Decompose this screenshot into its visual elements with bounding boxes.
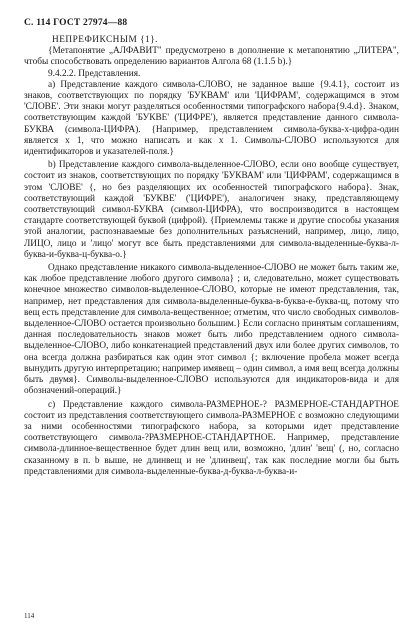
section-title: 9.4.2.2. Представления. [48,68,141,79]
paragraph-c: с) Представление каждого символа-РАЗМЕРНОЕ-? РАЗМЕРНОЕ-СТАНДАРТНОЕ состоит из представления соответствующего символа-РАЗМЕРНОЕ с возможно следующими за ними особенностями типографского набора, за которыми идет представление соответствующего символа-?РАЗМЕРНОЕ-СТАНДАРТНОЕ. Например, представление символа-длинное-вещественное будет длин вещ или, возможно, 'длин' 'вещ' (, но, согласно сказанному в п. b выше, не длинвещ и не 'длинвещ', так как последние могли бы быть представлениями для символа-выделенные-буква-д-буква-л-буква-и- [24,399,399,477]
paragraph-b: b) Представление каждого символа-выделенное-СЛОВО, если оно вообще существует, состоит из знаков, соответствующих по порядку 'БУКВАМ' или 'ЦИФРАМ', содержащимся в этом 'СЛОВЕ' {, но без разделяющих их особенностей типографского набора}. Знак, соответствующий каждой 'БУКВЕ' ('ЦИФРЕ'), аналогичен знаку, представляющему соответствующий символ-БУКВА (символ-ЦИФРА), что воспроизводится в настоящем стандарте соответствующей буквой (цифрой). {Приемлемы также и другие способы указания этой аналогии, распознаваемые без дополнительных разъяснений, например, лицо, лицо, ЛИЦО, лицо и 'лицо' могут все быть представлениями для символа-выделенные-буква-л-буква-и-буква-ц-буква-о.} [24,160,399,260]
heading-line: НЕПРЕФИКСНЫМ {1}. [52,35,158,45]
page-body [24,35,399,478]
page-number: 114 [24,612,35,620]
page-header: С. 114 ГОСТ 27974—88 [24,18,128,28]
paragraph-b-continuation: Однако представление никакого символа-выделенное-СЛОВО не может быть таким же, как любое представление любого другого символа} ; и, следовательно, может существовать конечное множество символов-выделенное-СЛОВО, которые не имеют представления, так, например, нет представления для символа-выделенные-буква-в-буква-е-буква-щ, потому что вещ есть представление для символа-вещественное; отметим, что число свободных символов-выделенное-СЛОВО остается произвольно большим.} Если согласно принятым соглашениям, данная последовательность знаков может быть либо представлением одного символа-выделенное-СЛОВО, либо конкатенацией представлений двух или более других символов, то она всегда должна разбираться как один этот символ {; включение пробела может всегда вынудить другую интерпретацию; например имявещ – один символ, а имя вещ всегда должны быть двумя}. Символы-выделенное-СЛОВО используются для индикаторов-вида и для обозначений-операций.} [24,263,399,397]
note-paragraph: {Метапонятие „АЛФАВИТ" предусмотрено в дополнение к метапонятию „ЛИТЕРА", чтобы способствовать определению вариантов Алгола 68 (1.1.5 b).} [24,46,399,68]
paragraph-a: а) Представление каждого символа-СЛОВО, не заданное выше {9.4.1}, состоит из знаков, соответствующих по порядку 'БУКВАМ' или 'ЦИФРАМ', содержащимся в этом 'СЛОВЕ'. Эти знаки могут разделяться особенностями типографского набора{9.4.d}. Знаком, соответствующим каждой 'БУКВЕ' ('ЦИФРЕ'), является представление данного символа-БУКВА (символа-ЦИФРА). {Например, представлением символа-буква-х-цифра-один является х 1, что можно написать и как х 1. Символы-СЛОВО используются для идентификаторов и указателей-поля.} [24,79,399,158]
